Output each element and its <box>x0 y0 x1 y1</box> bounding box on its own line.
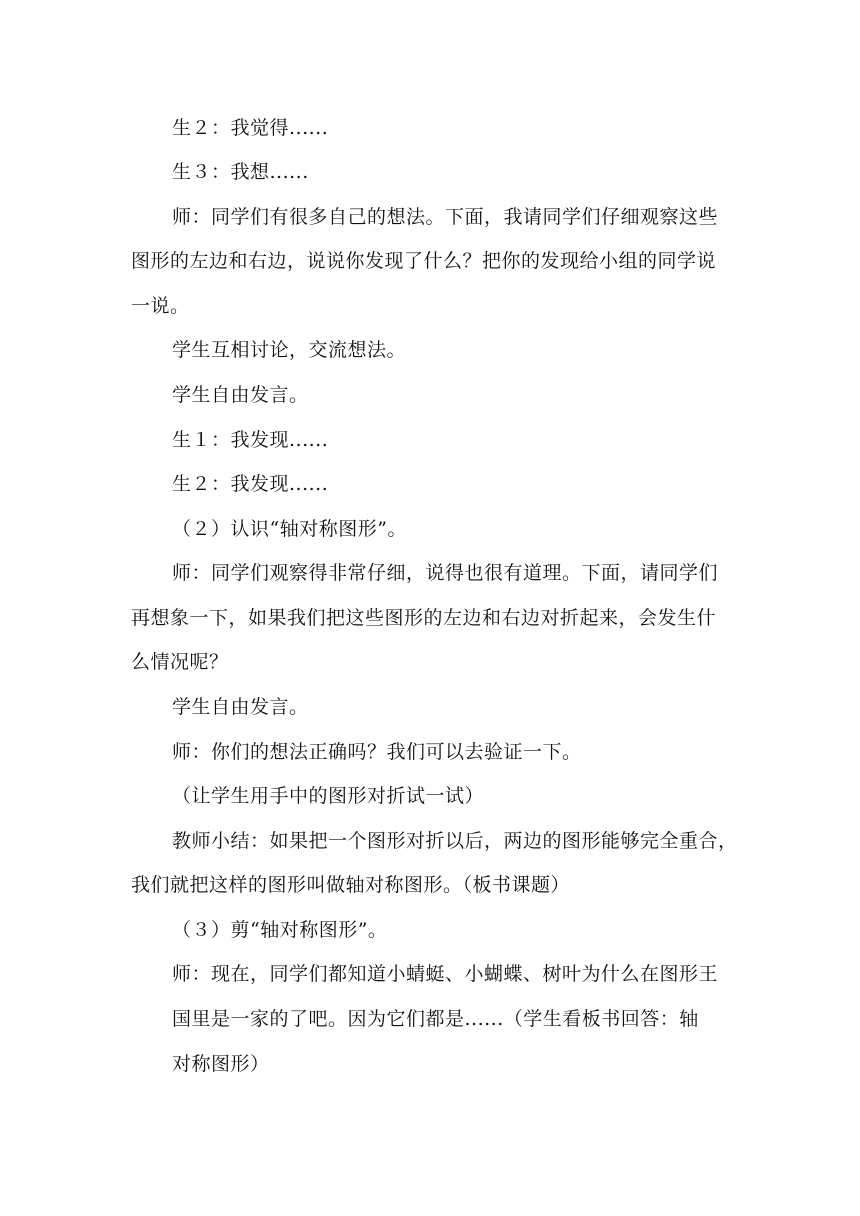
text-line: 学生自由发言。 <box>172 384 309 406</box>
text-line: 学生互相讨论，交流想法。 <box>172 339 407 361</box>
text-line: 一说。 <box>131 295 190 317</box>
text-line: 师：你们的想法正确吗？我们可以去验证一下。 <box>172 741 582 763</box>
text-line: 生３：我想...... <box>172 161 309 183</box>
text-line: 生２：我发现...... <box>172 473 329 495</box>
text-line: 对称图形） <box>172 1053 270 1075</box>
text-line: 生２：我觉得...... <box>172 117 329 139</box>
text-line: 师：同学们有很多自己的想法。下面，我请同学们仔细观察这些 <box>172 206 719 228</box>
text-line: 再想象一下，如果我们把这些图形的左边和右边对折起来，会发生什 <box>131 607 717 629</box>
section-heading: （３）剪“轴对称图形”。 <box>172 919 388 941</box>
section-heading: （２）认识“轴对称图形”。 <box>172 518 407 540</box>
text-line: 图形的左边和右边，说说你发现了什么？把你的发现给小组的同学说 <box>131 250 717 272</box>
text-line: 教师小结：如果把一个图形对折以后，两边的图形能够完全重合， <box>172 830 738 852</box>
text-line: 么情况呢？ <box>131 651 229 673</box>
text-line: 生１：我发现...... <box>172 429 329 451</box>
text-line: （让学生用手中的图形对折试一试） <box>172 785 485 807</box>
text-line: 学生自由发言。 <box>172 696 309 718</box>
text-line: 师：同学们观察得非常仔细，说得也很有道理。下面，请同学们 <box>172 562 719 584</box>
text-line: 国里是一家的了吧。因为它们都是......（学生看板书回答：轴 <box>172 1008 699 1030</box>
text-line: 我们就把这样的图形叫做轴对称图形。（板书课题） <box>131 874 571 896</box>
text-line: 师：现在，同学们都知道小蜻蜓、小蝴蝶、树叶为什么在图形王 <box>172 963 719 985</box>
